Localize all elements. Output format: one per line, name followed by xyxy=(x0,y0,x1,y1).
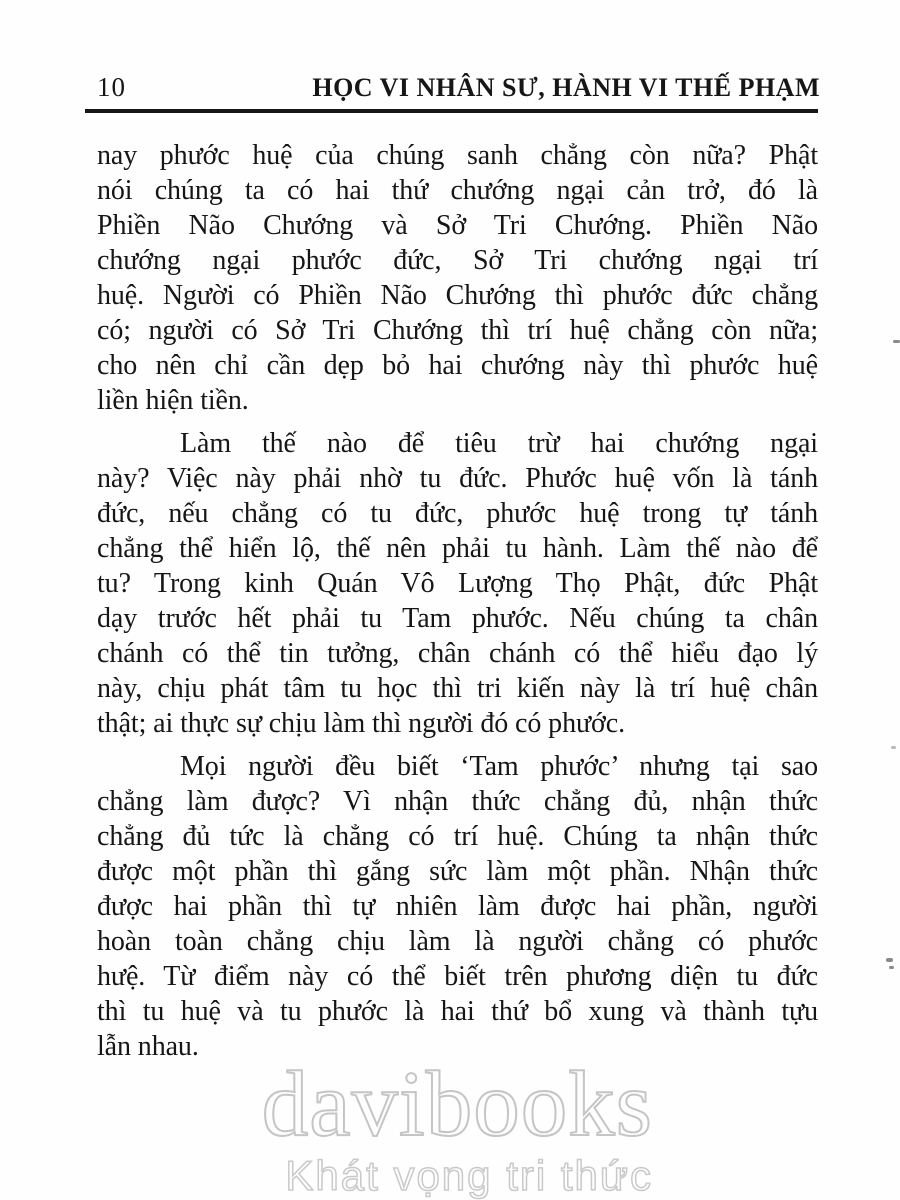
paragraph xyxy=(97,138,818,418)
text-line: thì tu huệ và tu phước là hai thứ bổ xung và thành tựu xyxy=(97,996,818,1027)
text-line: liền hiện tiền. xyxy=(97,385,249,416)
watermark xyxy=(261,1053,653,1199)
header-rule xyxy=(85,109,818,113)
text-line: chẳng thể hiển lộ, thế nên phải tu hành. Làm thế nào để xyxy=(97,533,818,564)
text-line: Phiền Não Chướng và Sở Tri Chướng. Phiền Não xyxy=(97,210,818,241)
text-line: huệ. Người có Phiền Não Chướng thì phước đức chẳng xyxy=(97,280,818,311)
text-line: Mọi người đều biết ‘Tam phước’ nhưng tại sao xyxy=(180,751,818,782)
paragraph xyxy=(97,749,818,1064)
text-line: có; người có Sở Tri Chướng thì trí huệ chẳng còn nữa; xyxy=(97,315,818,346)
text-line: được hai phần thì tự nhiên làm được hai phần, người xyxy=(97,891,818,922)
text-line: lẫn nhau. xyxy=(97,1031,199,1062)
scan-speck xyxy=(889,966,894,969)
text-line: tu? Trong kinh Quán Vô Lượng Thọ Phật, đức Phật xyxy=(97,568,818,599)
scan-speck xyxy=(893,340,900,343)
text-line: nay phước huệ của chúng sanh chẳng còn nữa? Phật xyxy=(97,140,818,171)
running-title: HỌC VI NHÂN SƯ, HÀNH VI THẾ PHẠM xyxy=(312,73,820,102)
page-header xyxy=(97,72,820,103)
text-line: này? Việc này phải nhờ tu đức. Phước huệ vốn là tánh xyxy=(97,463,818,494)
watermark-tagline: Khát vọng tri thức xyxy=(285,1152,653,1199)
scan-speck xyxy=(886,958,893,962)
page-number: 10 xyxy=(97,72,126,102)
text-line: hoàn toàn chẳng chịu làm là người chẳng có phước xyxy=(97,926,818,957)
text-line: này, chịu phát tâm tu học thì tri kiến này là trí huệ chân xyxy=(97,673,818,704)
text-line: được một phần thì gắng sức làm một phần. Nhận thức xyxy=(97,856,818,887)
paragraph xyxy=(97,426,818,741)
text-line: hưệ. Từ điểm này có thể biết trên phương diện tu đức xyxy=(97,961,818,992)
scan-speck xyxy=(891,746,896,749)
text-line: thật; ai thực sự chịu làm thì người đó có phước. xyxy=(97,708,625,739)
text-line: chẳng đủ tức là chẳng có trí huệ. Chúng ta nhận thức xyxy=(97,821,818,852)
text-line: chướng ngại phước đức, Sở Tri chướng ngại trí xyxy=(97,245,818,276)
text-line: Làm thế nào để tiêu trừ hai chướng ngại xyxy=(180,428,818,459)
text-line: đức, nếu chẳng có tu đức, phước huệ trong tự tánh xyxy=(97,498,818,529)
text-line: nói chúng ta có hai thứ chướng ngại cản trở, đó là xyxy=(97,175,818,206)
watermark-logo: davibooks xyxy=(261,1053,653,1156)
body-text xyxy=(97,138,818,1064)
text-line: dạy trước hết phải tu Tam phước. Nếu chúng ta chân xyxy=(97,603,818,634)
text-line: chánh có thể tin tưởng, chân chánh có thể hiểu đạo lý xyxy=(97,638,818,669)
text-line: chẳng làm được? Vì nhận thức chẳng đủ, nhận thức xyxy=(97,786,818,817)
text-line: cho nên chỉ cần dẹp bỏ hai chướng này thì phước huệ xyxy=(97,350,818,381)
